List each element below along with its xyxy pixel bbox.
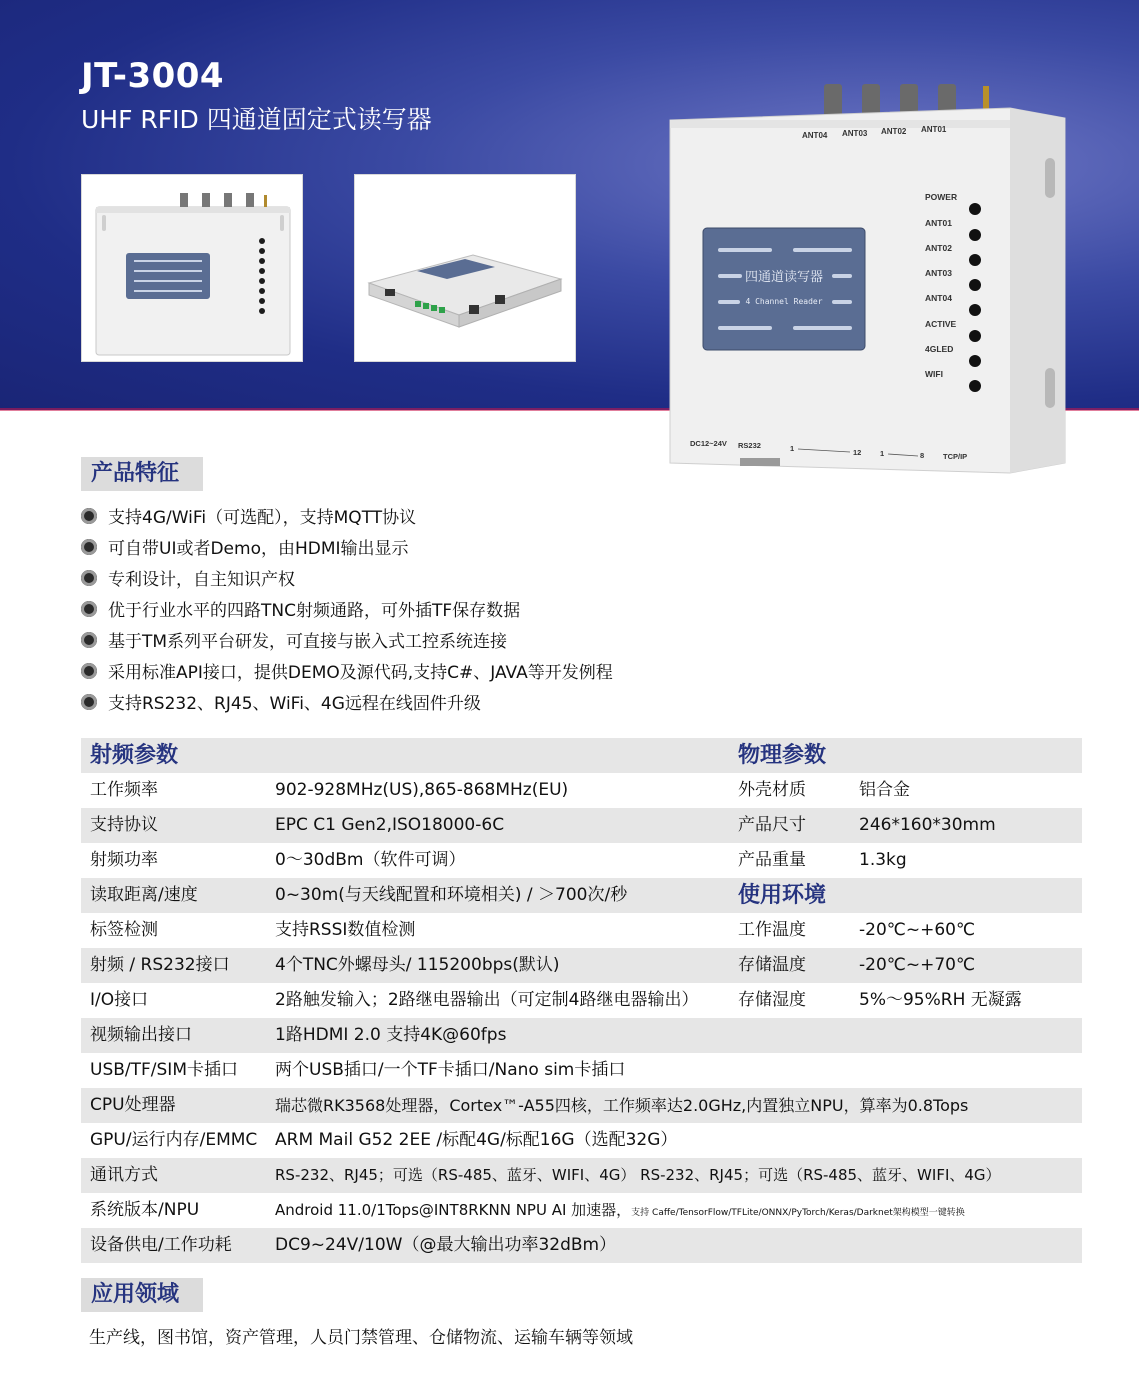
spec-label: 射频功率	[90, 850, 158, 870]
antenna-label: ANT01	[921, 125, 947, 134]
spec-label: 存储湿度	[738, 990, 806, 1010]
features-list	[81, 500, 781, 717]
spec-value: 902-928MHz(US),865-868MHz(EU)	[275, 780, 569, 800]
spec-label: 读取距离/速度	[90, 885, 198, 905]
led-label: ANT01	[925, 218, 952, 228]
port-label: 1	[790, 444, 795, 453]
spec-label: 设备供电/工作功耗	[90, 1235, 232, 1255]
spec-label: 产品尺寸	[738, 815, 806, 835]
spec-value: 246*160*30mm	[859, 815, 996, 835]
screen-subtitle: 4 Channel Reader	[745, 297, 823, 306]
spec-value: 支持RSSI数值检测	[275, 920, 416, 940]
spec-label: 存储温度	[738, 955, 806, 975]
spec-value: 两个USB插口/一个TF卡插口/Nano sim卡插口	[275, 1060, 626, 1080]
spec-value: 2路触发输入；2路继电器输出（可定制4路继电器输出）	[275, 990, 699, 1010]
spec-label: 视频输出接口	[90, 1025, 192, 1045]
table-row	[81, 1158, 1082, 1193]
spec-label: 标签检测	[90, 920, 158, 940]
features-heading: 产品特征	[81, 457, 203, 491]
feature-item: 专利设计，自主知识产权	[81, 562, 781, 593]
applications-heading: 应用领域	[81, 1278, 203, 1312]
antenna-label: ANT03	[842, 129, 868, 138]
table-row	[81, 1018, 1082, 1053]
feature-item: 可自带UI或者Demo，由HDMI输出显示	[81, 531, 781, 562]
led-label: POWER	[925, 192, 958, 202]
table-row	[81, 1193, 1082, 1228]
table-row	[81, 913, 1082, 948]
bullet-icon	[81, 632, 97, 648]
bullet-icon	[81, 663, 97, 679]
port-label: DC12~24V	[690, 439, 727, 448]
spec-label: I/O接口	[90, 990, 149, 1010]
led-label: WIFI	[925, 369, 943, 379]
spec-value: 0～30dBm（软件可调）	[275, 850, 466, 870]
spec-label: CPU处理器	[90, 1095, 176, 1115]
bullet-icon	[81, 508, 97, 524]
table-row	[81, 983, 1082, 1018]
feature-item: 采用标准API接口，提供DEMO及源代码,支持C#、JAVA等开发例程	[81, 655, 781, 686]
spec-value: 0~30m(与天线配置和环境相关) / ＞700次/秒	[275, 885, 628, 905]
table-row	[81, 808, 1082, 843]
spec-label: USB/TF/SIM卡插口	[90, 1060, 238, 1080]
led-label: ANT02	[925, 243, 952, 253]
spec-value: -20℃~+60℃	[859, 920, 976, 940]
port-label: RS232	[738, 441, 761, 450]
physical-params-heading: 物理参数	[738, 743, 827, 768]
port-label: 1	[880, 449, 885, 458]
table-row	[81, 843, 1082, 878]
device-main-image	[660, 78, 1080, 478]
spec-value: ARM Mail G52 2EE /标配4G/标配16G（选配32G）	[275, 1130, 678, 1150]
bullet-icon	[81, 570, 97, 586]
spec-value: -20℃~+70℃	[859, 955, 976, 975]
spec-value: EPC C1 Gen2,ISO18000-6C	[275, 815, 505, 835]
feature-item: 基于TM系列平台研发，可直接与嵌入式工控系统连接	[81, 624, 781, 655]
spec-value: 1.3kg	[859, 850, 907, 870]
bullet-icon	[81, 539, 97, 555]
spec-value: RS-232、RJ45；可选（RS-485、蓝牙、WIFI、4G） RS-232、RJ45；可选（RS-485、蓝牙、WIFI、4G）	[275, 1166, 1001, 1184]
spec-header-row	[81, 738, 1082, 773]
bullet-icon	[81, 694, 97, 710]
spec-label: 通讯方式	[90, 1165, 158, 1185]
spec-value: 5%～95%RH 无凝露	[859, 990, 1022, 1010]
antenna-label: ANT04	[802, 131, 828, 140]
table-row	[81, 878, 1082, 913]
environment-heading: 使用环境	[738, 883, 827, 908]
spec-label: 工作温度	[738, 920, 806, 940]
feature-item: 支持RS232、RJ45、WiFi、4G远程在线固件升级	[81, 686, 781, 717]
led-label: ANT03	[925, 268, 952, 278]
thumbnail-front-view	[81, 174, 303, 362]
table-row	[81, 1088, 1082, 1123]
screen-title: 四通道读写器	[744, 270, 824, 285]
device-front-image	[82, 175, 304, 363]
spec-value: Android 11.0/1Tops@INT8RKNN NPU AI 加速器，支持 Caffe/TensorFlow/TFLite/ONNX/PyTorch/Keras/Darknet架构模型一键转换	[275, 1201, 965, 1219]
port-label: 8	[920, 451, 925, 460]
spec-value: 铝合金	[859, 780, 910, 800]
spec-value: 瑞芯微RK3568处理器，Cortex™-A55四核，工作频率达2.0GHz,内置独立NPU，算率为0.8Tops	[275, 1096, 969, 1115]
led-label: ANT04	[925, 293, 952, 303]
spec-value: DC9~24V/10W（@最大输出功率32dBm）	[275, 1235, 617, 1255]
table-row	[81, 773, 1082, 808]
table-row	[81, 1228, 1082, 1263]
led-label: ACTIVE	[925, 319, 957, 329]
rf-params-heading: 射频参数	[90, 743, 179, 768]
bullet-icon	[81, 601, 97, 617]
spec-value: 4个TNC外螺母头/ 115200bps(默认)	[275, 955, 560, 975]
antenna-label: ANT02	[881, 127, 907, 136]
feature-item: 优于行业水平的四路TNC射频通路，可外插TF保存数据	[81, 593, 781, 624]
port-label: TCP/IP	[943, 452, 968, 461]
spec-label: 产品重量	[738, 850, 806, 870]
device-side-image	[355, 175, 577, 363]
applications-text: 生产线，图书馆，资产管理，人员门禁管理、仓储物流、运输车辆等领域	[89, 1328, 633, 1348]
spec-label: 外壳材质	[738, 780, 806, 800]
spec-label: 工作频率	[90, 780, 158, 800]
spec-label: 射频 / RS232接口	[90, 955, 230, 975]
thumbnail-side-view	[354, 174, 576, 362]
spec-value: 1路HDMI 2.0 支持4K@60fps	[275, 1025, 507, 1045]
feature-item: 支持4G/WiFi（可选配），支持MQTT协议	[81, 500, 781, 531]
table-row	[81, 1053, 1082, 1088]
spec-label: 支持协议	[90, 815, 158, 835]
spec-label: 系统版本/NPU	[90, 1200, 200, 1220]
framework-note: 支持 Caffe/TensorFlow/TFLite/ONNX/PyTorch/Keras/Darknet架构模型一键转换	[631, 1208, 965, 1218]
product-model: JT-3004	[81, 56, 225, 96]
led-label: 4GLED	[925, 344, 954, 354]
table-row	[81, 948, 1082, 983]
spec-label: GPU/运行内存/EMMC	[90, 1130, 258, 1150]
device-illustration	[660, 78, 1080, 478]
port-label: 12	[853, 448, 862, 457]
table-row	[81, 1123, 1082, 1158]
product-subtitle: UHF RFID 四通道固定式读写器	[81, 105, 432, 134]
